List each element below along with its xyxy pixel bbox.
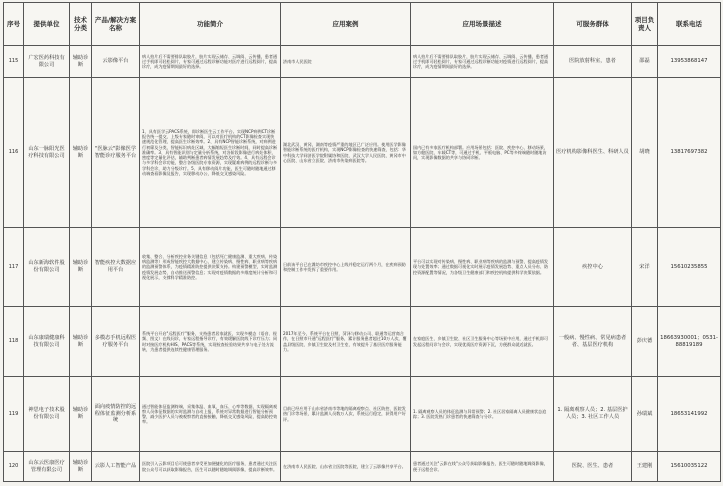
row-scenario: 1. 隔离观察人员的体征监测与异常预警；2. 社区居家隔离人员健康状态追踪；3. 医院发热门诊患者的快速筛查与分诊。 [411,377,554,452]
row-services: 医院放射科室，患者 [554,46,632,78]
header-scenario: 应用场景描述 [411,3,554,46]
table-row [4,46,721,78]
row-category: 辅助诊断 [70,46,92,78]
row-seq: 119 [4,377,24,452]
row-cases: 日前该平台已在潍坊市疾控中心上线并稳定运行两个月，在疾病预防和控制工作中发挥了重要作用。 [281,228,411,307]
row-scenario: 病人拍片后不需要排队取胶片，胶片实现云储存、云调阅、云传播，患者通过手机即可轻松阅片，专家可通过远程诊断功能对疫情进行远程阅片，提高诊疗，成为疫情期间最好的选择。 [411,46,554,78]
row-cases: 济南市人民医院 [281,46,411,78]
row-category: 辅助诊断 [70,228,92,307]
row-services: 一般病、慢性病、常见病患者者、基层医疗机构 [554,307,632,377]
row-seq: 117 [4,228,24,307]
row-services: 1. 隔离观察人员；2. 基层医护人员；3. 社区工作人员 [554,377,632,452]
row-contact: 彭庆德 [632,307,658,377]
row-cases: 湖北武汉、黄冈，湖南等疫情严重的地区已广泛应用。使用医学影像智能诊断系统的医疗机构，实现NCP影像检查的快速筛查，包括：华中科技大学同济医学院附属协和医院、武汉大学人民医院、黄冈市中心医院、山东省立医院、济南市传染病医院等。 [281,78,411,228]
header-intro: 功能简介 [140,3,281,46]
row-phone: 15610235855 [658,228,721,307]
header-seq: 序号 [4,3,24,46]
row-product: "医脉云"影像医学智能诊疗服务平台 [92,78,140,228]
header-cases: 应用案例 [281,3,411,46]
row-scenario: 国内已有多家医疗机构部署。应用场景包括：医院、疾控中心、移动场景，如方舱医院、车载CT等，可通过手机、平板电脑、PC等多终端随时随地访问，实现影像数据的共享与协同诊断。 [411,78,554,228]
header-category: 技术分类 [70,3,92,46]
row-phone: 13817697382 [658,78,721,228]
row-product: 云影人工智能产品 [92,452,140,482]
row-intro: 系统平台开启"远程医疗"服务，支持患者居家就医，实现多模态（语音、视频、图文）在线问诊，专家远程指导诊疗，有效缓解医院线下诊疗压力；同时对接医疗机构HIS、PACS等系统，实现检查检验结果共享与电子处方流转，为患者提供连续性健康管理服务。 [140,307,281,377]
header-services: 可服务群体 [554,3,632,46]
row-category: 辅助诊断 [70,452,92,482]
row-product: 面向疫情防控的远程体征监测分析系统 [92,377,140,452]
row-phone: 15610035122 [658,452,721,482]
row-cases: 2017年至今，系统平台在日照、菏泽与移动公司、联通等运营商合作，在日照市开通"远程医疗"服务，累计服务患者超过10万人次，覆盖县级医院、乡镇卫生院及村卫生室，有效提升了基层医疗服务能力。 [281,307,411,377]
row-scenario: 患者通过关注"云影在线"公众号获取影像报告，医生可随时随地调阅影像，便于远程会诊。 [411,452,554,482]
row-scenario: 平台可以实现对传染病、慢性病、职业病等疾病的监测与预警，提高疫情发现与处置效率；通过数据可视化实时展示疫情发展趋势、重点人员分布、防控资源配置等情况，为各级卫生健康部门和疾控机构提供科学决策依据。 [411,228,554,307]
row-scenario: 在家庭医生、乡镇卫生院、社区卫生服务中心等场景中应用，通过手机即可发起远程问诊与会诊，实现优质医疗资源下沉，方便群众就近就医。 [411,307,554,377]
table-row [4,452,721,482]
row-intro: 1、具有医学云PACS系统，即诊断医生云工作平台。实现NCP病例CT诊断报告统一提交，上级专家随时审阅，可以对医疗机构的CT影像检查实现快速规范化管理，提高医生诊断效率。2、具有NCP智能诊断系统，对病例进行初筛及分类，智能标识病灶区域，大幅缩短医生诊断时间，同时提高诊断准确率。3、具有智能识别与定量分析系统，对各阶段影像进行病灶体积、密度等定量化评估，辅助判断患者病情发展趋势及疗效。4、具有远程会诊与多学科会诊功能，整合各级医院专家资源，实现疑难病例的远程诊断与多学科会诊，助力分级诊疗。5、具有移动阅片功能，医生可随时随地通过移动端查看影像及报告，实现移动办公，降低交叉感染风险。 [140,78,281,228]
row-category: 辅助诊断 [70,78,92,228]
row-org: 山东新海软件股份有限公司 [24,228,70,307]
row-intro: 收集、整合、分析疾控业务关键信息（包括死亡健康监测、重大疾病、传染病监测等）形成智能疾控大数据中心，建立传染病、慢性病、职业病等疾病的监测预警体系，为疫情精准防控提供决策支持。构建预警模型，实时监测疫情发展态势，自动推送预警信息；实现对疫情数据的多维度统计分析和可视化展示，支撑科学精准防控。 [140,228,281,307]
row-seq: 116 [4,78,24,228]
row-cases: 在济南市人民医院、山东省立医院等医院，建立了云影像共享平台。 [281,452,411,482]
row-org: 山东云医康医疗管理有限公司 [24,452,70,482]
row-org: 山东一脉阳光医疗科技有限公司 [24,78,70,228]
row-contact: 王建刚 [632,452,658,482]
header-contact: 项目负责人 [632,3,658,46]
row-seq: 120 [4,452,24,482]
row-contact: 宋洋 [632,228,658,307]
row-category: 辅助诊断 [70,307,92,377]
row-intro: 病人拍片后不需要排队取胶片，胶片实现云储存、云调阅、云传播，患者通过手机即可轻松阅片，专家可通过远程诊断功能对医疗进行远程阅片，提高诊疗，成为疫情期间最好的选择。 [140,46,281,78]
table-row [4,377,721,452]
row-contact: 邵磊 [632,46,658,78]
row-contact: 胡晓 [632,78,658,228]
row-product: 云影像平台 [92,46,140,78]
row-services: 疾控中心 [554,228,632,307]
header-phone: 联系电话 [658,3,721,46]
row-seq: 115 [4,46,24,78]
row-product: 多模态手机远程医疗服务平台 [92,307,140,377]
row-org: 神思电子技术股份有限公司 [24,377,70,452]
row-intro: 医院引入云影项目后可使患者享受更加便捷化的医疗服务，患者通过关注医院公众号可以获取影像报告，医生可以随时随地调阅影像，提高诊断效率。 [140,452,281,482]
solutions-table [3,2,721,482]
row-seq: 118 [4,307,24,377]
row-cases: 目前已经应用于山东省济南市等地的隔离观察点、社区防控、医院发热门诊等场景，累计监测人员数万人次，系统运行稳定，获得用户好评。 [281,377,411,452]
header-org: 提供单位 [24,3,70,46]
row-phone: 18663930001；0531-88819189 [658,307,721,377]
row-product: 智能疾控大数据应用平台 [92,228,140,307]
row-org: 山东康瑞健康科技有限公司 [24,307,70,377]
header-product: 产品/解决方案名称 [92,3,140,46]
row-category: 辅助诊断 [70,377,92,452]
row-services: 医疗机构影像科医生、科研人员 [554,78,632,228]
row-org: 广宏医药科技有限公司 [24,46,70,78]
row-phone: 18653141992 [658,377,721,452]
row-contact: 孙瑞斌 [632,377,658,452]
row-intro: 通过智能体征监测终端，采集体温、血氧、血压、心率等数据，实现隔离观察人员体征数据的实时监测与自动上报，系统对异常数据进行智能分析预警，减少医护人员与被观察者的直接接触，降低交叉感染风险，提高防控效率。 [140,377,281,452]
table-row [4,78,721,228]
table-row [4,307,721,377]
row-phone: 13953868147 [658,46,721,78]
table-row [4,228,721,307]
row-services: 医院、医生、患者 [554,452,632,482]
